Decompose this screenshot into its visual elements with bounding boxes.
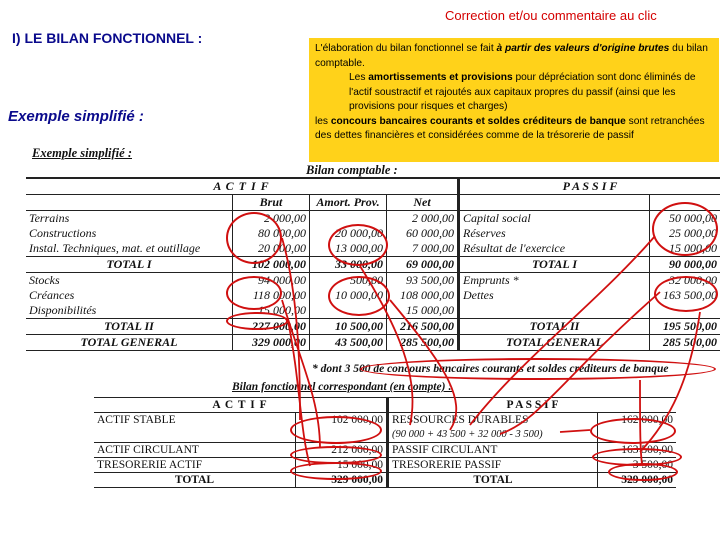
passif-label: TOTAL I bbox=[459, 257, 650, 273]
f-row-label: ACTIF STABLE bbox=[97, 414, 176, 427]
f-passif-formula: (90 000 + 43 500 + 32 000 - 3 500) bbox=[388, 427, 598, 442]
passif-value: 32 000,00 bbox=[650, 273, 721, 289]
row-label: Disponibilités bbox=[29, 303, 97, 317]
row-label: Terrains bbox=[29, 211, 70, 225]
cell-net: 285 500,00 bbox=[387, 335, 459, 351]
f-passif-label: TOTAL bbox=[388, 472, 598, 487]
actif-header: A C T I F bbox=[26, 178, 459, 195]
page-title: I) LE BILAN FONCTIONNEL : bbox=[12, 30, 203, 46]
passif-value: 15 000,00 bbox=[650, 241, 721, 257]
cell-net: 7 000,00 bbox=[387, 241, 459, 257]
passif-value: 195 500,00 bbox=[650, 319, 721, 335]
cell-net: 2 000,00 bbox=[387, 211, 459, 227]
annotation-arrow bbox=[500, 292, 660, 434]
cell-brut: 80 000,00 bbox=[233, 226, 310, 241]
f-passif-label: PASSIF CIRCULANT bbox=[388, 442, 598, 457]
f-actif-header: A C T I F bbox=[94, 398, 388, 413]
col-brut: Brut bbox=[233, 195, 310, 211]
col-net: Net bbox=[387, 195, 459, 211]
cell-net: 93 500,00 bbox=[387, 273, 459, 289]
cell-net: 108 000,00 bbox=[387, 288, 459, 303]
row-label: TOTAL I bbox=[26, 257, 233, 273]
cell-amort: 33 000,00 bbox=[310, 257, 387, 273]
cell-brut: 329 000,00 bbox=[233, 335, 310, 351]
cell-net: 216 500,00 bbox=[387, 319, 459, 335]
note-text: du bilan comptable. bbox=[315, 43, 708, 69]
note-emphasis: amortissements et provisions bbox=[368, 72, 513, 83]
passif-value: 163 500,00 bbox=[650, 288, 721, 303]
cell-amort: 10 000,00 bbox=[310, 288, 387, 303]
bilan-comptable-label: Bilan comptable : bbox=[306, 163, 398, 177]
col-amort: Amort. Prov. bbox=[310, 195, 387, 211]
annotation-arrow bbox=[470, 236, 655, 425]
cell-brut: 118 000,00 bbox=[233, 288, 310, 303]
bilan-fonctionnel-label: Bilan fonctionnel correspondant (en compte) : bbox=[232, 381, 453, 393]
passif-value: 90 000,00 bbox=[650, 257, 721, 273]
note-text: les bbox=[315, 115, 331, 127]
annotation-arrow bbox=[360, 266, 413, 425]
row-label: Stocks bbox=[26, 273, 233, 289]
f-passif-value: 329 000,00 bbox=[598, 472, 677, 487]
cell-brut: 94 000,00 bbox=[233, 273, 310, 289]
f-row-label: ACTIF CIRCULANT bbox=[94, 442, 296, 457]
annotation-arrow bbox=[390, 300, 456, 430]
annotation-arrow bbox=[640, 380, 642, 464]
passif-label: Réserves bbox=[459, 226, 650, 241]
cell-brut: 227 000,00 bbox=[233, 319, 310, 335]
cell-amort: 13 000,00 bbox=[310, 241, 387, 257]
passif-value: 285 500,00 bbox=[650, 335, 721, 351]
cell-net: 69 000,00 bbox=[387, 257, 459, 273]
note-emphasis: concours bancaires courants et soldes créditeurs de banque bbox=[330, 115, 626, 127]
f-passif-label: RESSOURCES DURABLES bbox=[388, 413, 598, 428]
page-subtitle: Exemple simplifié : bbox=[8, 108, 144, 125]
cell-amort: 10 500,00 bbox=[310, 319, 387, 335]
passif-header: P A S S I F bbox=[459, 178, 721, 195]
row-label: Constructions bbox=[29, 226, 97, 240]
note-text: L'élaboration du bilan fonctionnel se fait bbox=[315, 43, 497, 54]
cell-brut: 20 000,00 bbox=[233, 241, 310, 257]
note-text: sont retranchées des dettes financières et considérées comme de la trésorerie de passif bbox=[315, 115, 705, 141]
row-label: TOTAL GENERAL bbox=[26, 335, 233, 351]
note-text: Les bbox=[349, 72, 369, 83]
note-emphasis: à partir des valeurs d'origine brutes bbox=[496, 43, 670, 54]
passif-label: Capital social bbox=[459, 211, 650, 227]
cell-net: 60 000,00 bbox=[387, 226, 459, 241]
cell-amort: 20 000,00 bbox=[310, 226, 387, 241]
cell-amort: 43 500,00 bbox=[310, 335, 387, 351]
f-passif-label: TRESORERIE PASSIF bbox=[388, 457, 598, 472]
passif-label: Résultat de l'exercice bbox=[459, 241, 650, 257]
f-passif-value: 162 000,00 bbox=[598, 413, 677, 428]
passif-label: Emprunts * bbox=[459, 273, 650, 289]
cell-net: 15 000,00 bbox=[387, 303, 459, 319]
row-label: Créances bbox=[29, 288, 75, 302]
f-passif-header: P A S S I F bbox=[388, 398, 677, 413]
passif-label: TOTAL GENERAL bbox=[459, 335, 650, 351]
scan-footnote: * dont 3 500 de concours bancaires courants et soldes créditeurs de banque bbox=[312, 363, 669, 375]
note-text: pour dépréciation sont donc éliminés de l'actif soustractif et rajoutés aux capitaux propres du passif (ainsi que les provisions pour risques et charges) bbox=[349, 72, 696, 112]
annotation-arrow bbox=[560, 430, 590, 432]
cell-amort: 500,00 bbox=[310, 273, 387, 289]
passif-value: 50 000,00 bbox=[650, 211, 721, 227]
passif-label: Dettes bbox=[459, 288, 650, 303]
f-passif-value: 3 500,00 bbox=[598, 457, 677, 472]
f-row-label: TOTAL bbox=[94, 472, 296, 487]
f-row-value: 329 000,00 bbox=[296, 472, 388, 487]
f-row-label: TRESORERIE ACTIF bbox=[94, 457, 296, 472]
cell-brut: 15 000,00 bbox=[233, 303, 310, 319]
annotation-arrow bbox=[640, 312, 700, 452]
f-row-value: 212 000,00 bbox=[296, 442, 388, 457]
click-hint[interactable]: Correction et/ou commentaire au clic bbox=[445, 8, 657, 23]
cell-brut: 102 000,00 bbox=[233, 257, 310, 273]
f-row-value: 15 000,00 bbox=[296, 457, 388, 472]
row-label: Instal. Techniques, mat. et outillage bbox=[29, 241, 201, 255]
scan-example-label: Exemple simplifié : bbox=[32, 146, 132, 160]
passif-value: 25 000,00 bbox=[650, 226, 721, 241]
f-row-value: 102 000,00 bbox=[296, 413, 388, 428]
passif-label: TOTAL II bbox=[459, 319, 650, 335]
f-passif-value: 163 500,00 bbox=[598, 442, 677, 457]
row-label: TOTAL II bbox=[26, 319, 233, 335]
cell-brut: 2 000,00 bbox=[233, 211, 310, 227]
